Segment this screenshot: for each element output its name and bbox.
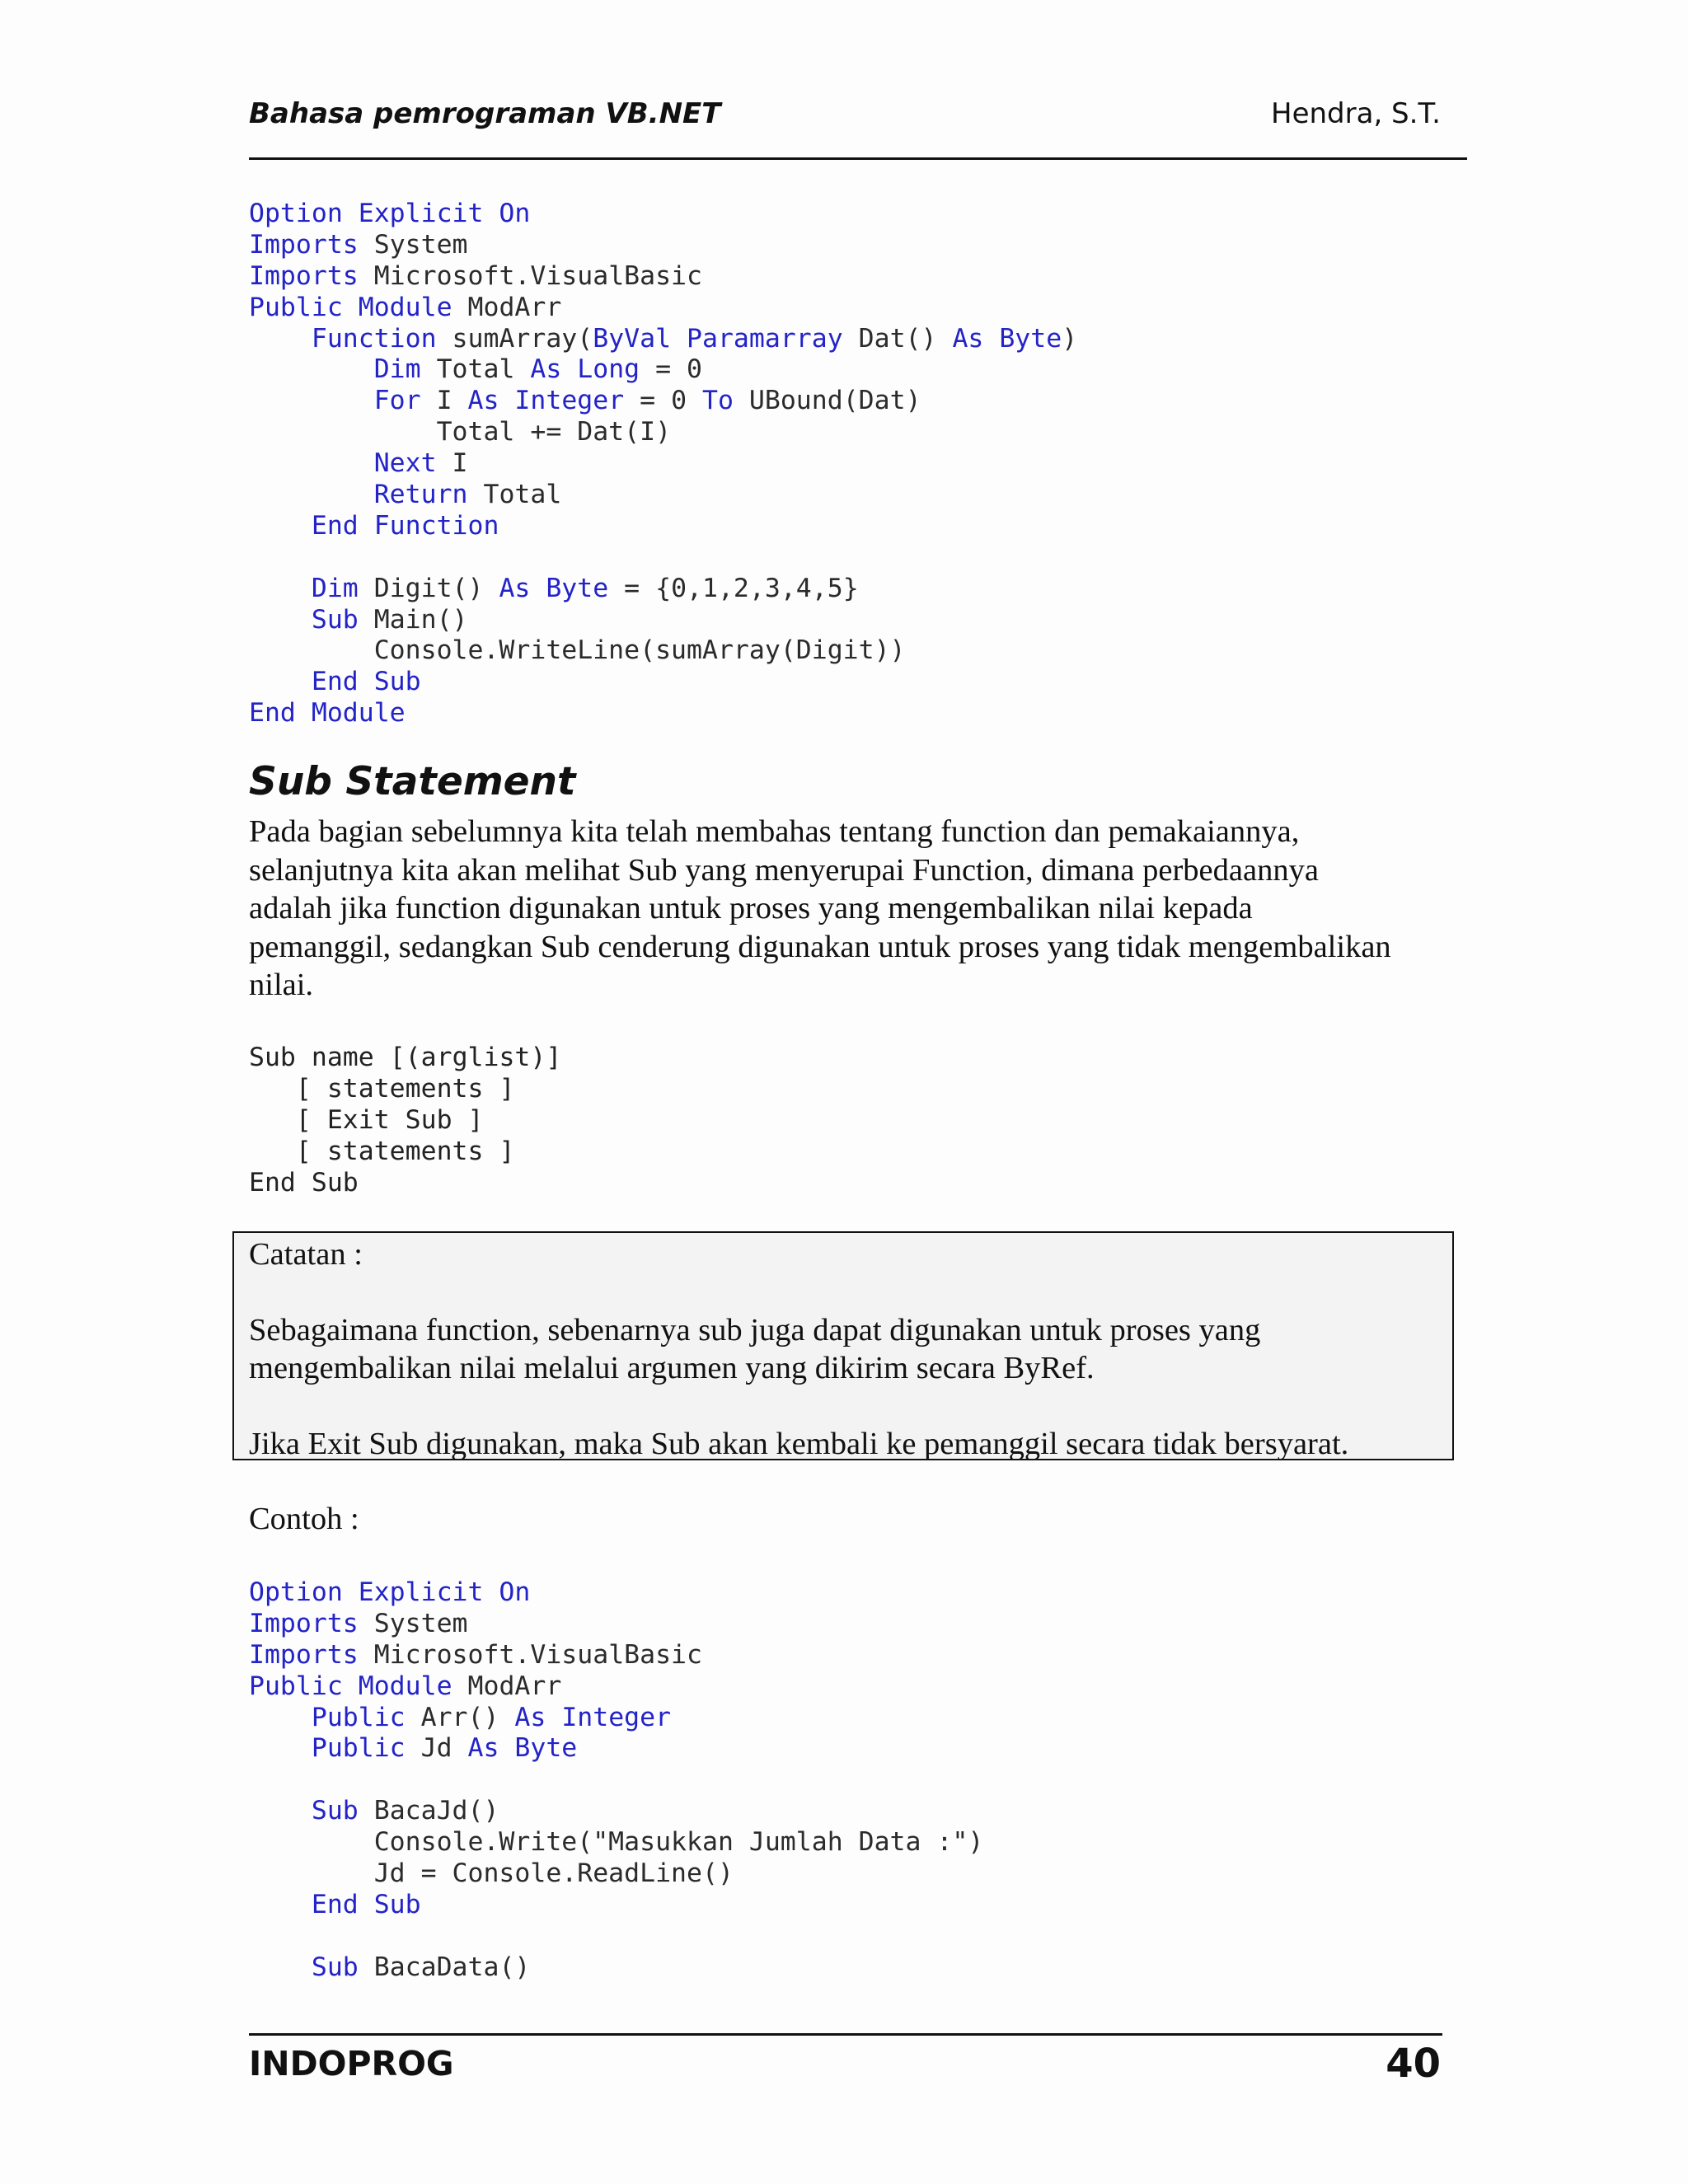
code-text: Arr(): [405, 1702, 515, 1732]
code-text: System: [358, 1608, 468, 1638]
code-line: [249, 1577, 983, 1609]
code-keyword: Imports: [249, 1608, 359, 1638]
code-text: (: [405, 1043, 421, 1072]
code-line: [249, 667, 1077, 698]
code-keyword: Next: [373, 448, 437, 479]
code-text: ]: [452, 1105, 484, 1135]
code-text: ]: [483, 1074, 515, 1104]
code-text: [: [249, 1074, 327, 1104]
code-line: [249, 230, 1077, 261]
code-text: [249, 605, 312, 635]
code-line: [249, 1609, 983, 1640]
syntax-link[interactable]: statements: [326, 1074, 484, 1104]
code-text: ModArr: [452, 1671, 562, 1701]
code-text: sumArray(: [436, 323, 593, 354]
code-text: [249, 1796, 312, 1825]
code-text: [: [249, 1105, 327, 1135]
note-line: Jika Exit Sub digunakan, maka Sub akan kembali ke pemanggil secara tidak bersyarat.: [249, 1427, 1349, 1461]
code-line: [249, 1952, 983, 1984]
code-line: [249, 448, 1077, 480]
code-text: [249, 480, 374, 509]
code-text: BacaData(): [358, 1952, 531, 1982]
code-text: ModArr: [452, 292, 562, 322]
code-text: = 0: [640, 354, 703, 385]
code-text: I: [436, 448, 468, 479]
code-text: UBound(Dat): [733, 386, 921, 416]
code-keyword: As Byte: [952, 323, 1062, 354]
code-line: [249, 1765, 983, 1796]
code-text: [: [249, 1137, 327, 1166]
code-keyword: As Byte: [499, 573, 609, 603]
note-box: [232, 1231, 1454, 1460]
code-keyword: To: [702, 386, 734, 416]
section-title: Sub Statement: [249, 759, 576, 804]
code-text: [249, 386, 374, 415]
code-line: [249, 1733, 983, 1765]
code-keyword: Imports: [249, 260, 359, 291]
code-line: [249, 199, 1077, 230]
code-text: Digit(): [358, 573, 499, 603]
code-line: [249, 354, 1077, 386]
code-line: [249, 574, 1077, 605]
code-text: [249, 511, 312, 541]
code-line: [249, 1167, 561, 1198]
code-block-sumarray: [249, 199, 1077, 729]
code-text: ]: [546, 1043, 562, 1072]
code-text: Microsoft.VisualBasic: [358, 260, 702, 291]
code-text: [249, 1703, 312, 1732]
code-text: Main(): [358, 604, 468, 635]
code-line: [249, 1827, 983, 1858]
code-keyword: As Integer: [514, 1702, 672, 1732]
code-keyword: Return: [373, 480, 468, 510]
code-keyword: End Sub: [311, 1889, 421, 1919]
code-text: Jd = Console.ReadLine(): [249, 1858, 734, 1889]
code-keyword: Public: [311, 1733, 406, 1764]
code-line: [249, 1042, 561, 1073]
code-line: [249, 1671, 983, 1703]
code-keyword: Imports: [249, 229, 359, 260]
paragraph-line: Pada bagian sebelumnya kita telah membahas tentang function dan pemakaiannya,: [249, 814, 1300, 849]
code-keyword: Function: [311, 323, 437, 354]
code-text: [249, 324, 312, 354]
code-text: Total: [420, 354, 531, 385]
sub-syntax-block: [249, 1042, 561, 1198]
code-keyword: As Integer: [467, 386, 625, 416]
syntax-link[interactable]: statements: [326, 1137, 484, 1166]
code-line: [249, 1921, 983, 1952]
body-paragraph: [249, 813, 1485, 1005]
code-line: [249, 1796, 983, 1827]
code-text: = {0,1,2,3,4,5}: [608, 573, 859, 603]
code-line: [249, 605, 1077, 636]
header-author: Hendra, S.T.: [1271, 97, 1441, 130]
code-text: [249, 1890, 312, 1919]
code-text: Sub: [249, 1043, 296, 1072]
code-text: I: [420, 386, 468, 416]
example-label: Contoh :: [249, 1502, 359, 1536]
paragraph-line: pemanggil, sedangkan Sub cenderung digunakan untuk proses yang tidak mengembalikan: [249, 929, 1391, 964]
note-line: Sebagaimana function, sebenarnya sub juga dapat digunakan untuk proses yang: [249, 1313, 1261, 1347]
code-text: ]: [483, 1137, 515, 1166]
paragraph-line: selanjutnya kita akan melihat Sub yang menyerupai Function, dimana perbedaannya: [249, 852, 1319, 888]
code-keyword: For: [373, 386, 421, 416]
code-keyword: Public: [311, 1702, 406, 1732]
header-book-title: Bahasa pemrograman VB.NET: [249, 97, 721, 130]
note-line: mengembalikan nilai melalui argumen yang dikirim secara ByRef.: [249, 1351, 1095, 1385]
code-line: [249, 1136, 561, 1167]
code-keyword: Option Explicit On: [249, 1577, 531, 1607]
code-text: ): [1062, 323, 1078, 354]
code-keyword: End Sub: [311, 667, 421, 697]
code-text: ): [530, 1043, 546, 1072]
code-text: [249, 574, 312, 603]
code-text: Dat(): [842, 323, 953, 354]
code-keyword: End Function: [311, 510, 499, 541]
code-keyword: Option Explicit On: [249, 199, 531, 228]
code-line: [249, 261, 1077, 293]
code-text: BacaJd(): [358, 1796, 499, 1826]
code-text: Console.Write("Masukkan Jumlah Data :"): [249, 1827, 984, 1858]
code-keyword: As Long: [530, 354, 640, 385]
code-text: [: [373, 1043, 406, 1072]
code-text: Console.WriteLine(sumArray(Digit)): [249, 635, 906, 666]
code-keyword: Imports: [249, 1639, 359, 1670]
code-keyword: Dim: [373, 354, 421, 385]
code-text: [249, 354, 374, 384]
code-keyword: Sub: [311, 1952, 359, 1982]
code-text: Jd: [405, 1733, 468, 1764]
code-text: System: [358, 229, 468, 260]
code-keyword: ByVal Paramarray: [593, 323, 843, 354]
code-line: [249, 1640, 983, 1671]
code-keyword: Dim: [311, 573, 359, 603]
code-block-baca-data: [249, 1577, 983, 1984]
footer-publisher: INDOPROG: [249, 2044, 454, 2083]
code-line: [249, 1703, 983, 1734]
code-keyword: End Module: [249, 698, 406, 729]
code-text: Exit Sub: [326, 1105, 452, 1135]
paragraph-line: nilai.: [249, 968, 314, 1002]
code-text: Total: [467, 480, 562, 510]
code-text: [296, 1043, 312, 1072]
syntax-link[interactable]: name: [311, 1043, 374, 1072]
code-line: [249, 698, 1077, 729]
code-text: [249, 1733, 312, 1763]
code-text: [249, 667, 312, 696]
code-line: [249, 417, 1077, 448]
code-keyword: Sub: [311, 604, 359, 635]
note-title: Catatan :: [249, 1237, 363, 1272]
code-keyword: As Byte: [467, 1733, 578, 1764]
header-divider: [249, 157, 1467, 160]
code-line: [249, 480, 1077, 511]
code-line: [249, 386, 1077, 417]
code-keyword: Sub: [311, 1796, 359, 1826]
paragraph-line: adalah jika function digunakan untuk proses yang mengembalikan nilai kepada: [249, 891, 1253, 926]
code-text: Total += Dat(I): [249, 417, 672, 448]
code-line: [249, 1890, 983, 1921]
code-line: [249, 542, 1077, 574]
code-line: [249, 635, 1077, 667]
footer-divider: [249, 2033, 1442, 2036]
code-text: [249, 1952, 312, 1982]
code-line: [249, 1104, 561, 1136]
page-number: 40: [1386, 2041, 1441, 2087]
code-line: [249, 1073, 561, 1104]
syntax-link[interactable]: End Sub: [249, 1168, 359, 1197]
code-keyword: Public Module: [249, 292, 452, 322]
syntax-link[interactable]: arglist: [420, 1043, 531, 1072]
code-line: [249, 511, 1077, 542]
code-text: [249, 448, 374, 478]
code-line: [249, 1858, 983, 1890]
code-keyword: Public Module: [249, 1671, 452, 1701]
code-text: Microsoft.VisualBasic: [358, 1639, 702, 1670]
code-line: [249, 293, 1077, 324]
code-line: [249, 324, 1077, 355]
code-text: = 0: [624, 386, 703, 416]
